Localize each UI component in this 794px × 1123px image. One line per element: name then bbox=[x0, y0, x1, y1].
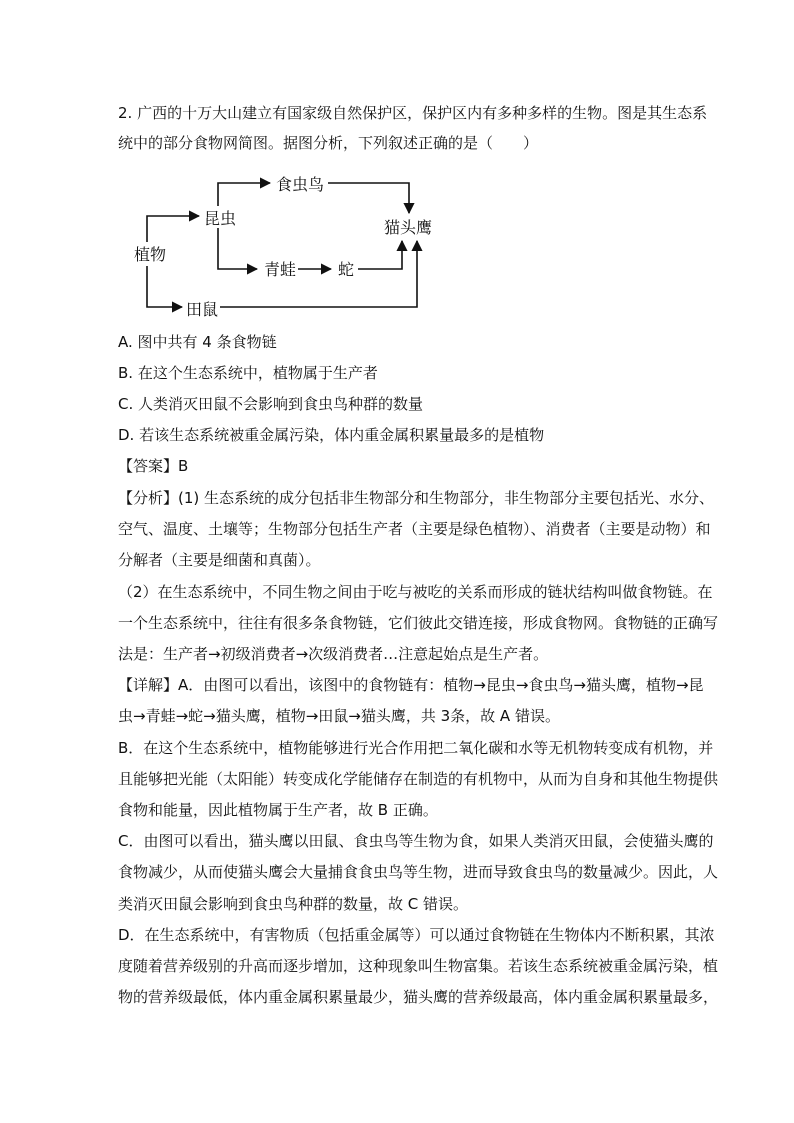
node-insect: 昆虫 bbox=[204, 209, 237, 228]
node-owl: 猫头鹰 bbox=[384, 218, 433, 237]
node-mouse: 田鼠 bbox=[186, 300, 219, 319]
option-d: D. 若该生态系统被重金属污染，体内重金属积累量最多的是植物 bbox=[118, 426, 545, 444]
arrow-insect-frog bbox=[218, 228, 257, 269]
node-bird: 食虫鸟 bbox=[276, 175, 325, 194]
detail-line-3: B．在这个生态系统中，植物能够进行光合作用把二氧化碳和水等无机物转变成有机物，并 bbox=[118, 739, 714, 757]
answer-line: 【答案】B bbox=[118, 457, 189, 475]
detail-line-7: 食物减少，从而使猫头鹰会大量捕食食虫鸟等生物，进而导致食虫鸟的数量减少。因此，人 bbox=[118, 863, 719, 881]
detail-line-4: 且能够把光能（太阳能）转变成化学能储存在制造的有机物中，从而为自身和其他生物提供 bbox=[118, 770, 719, 788]
arrow-plant-insect bbox=[147, 216, 199, 242]
option-a: A. 图中共有 4 条食物链 bbox=[118, 333, 277, 351]
arrow-mouse-owl bbox=[220, 241, 417, 307]
detail-line-10: 度随着营养级别的升高而逐步增加，这种现象叫生物富集。若该生态系统被重金属污染，植 bbox=[118, 957, 719, 975]
question-line-2: 统中的部分食物网简图。据图分析，下列叙述正确的是（ ） bbox=[118, 134, 539, 152]
node-plant: 植物 bbox=[134, 245, 167, 264]
detail-line-1: 【详解】A．由图可以看出，该图中的食物链有：植物→昆虫→食虫鸟→猫头鹰，植物→昆 bbox=[118, 676, 704, 694]
food-web-diagram bbox=[118, 166, 448, 326]
node-snake: 蛇 bbox=[338, 260, 355, 279]
arrow-plant-mouse bbox=[147, 266, 182, 307]
analysis-line-4: （2）在生态系统中，不同生物之间由于吃与被吃的关系而形成的链状结构叫做食物链。在 bbox=[118, 583, 713, 601]
detail-line-2: 虫→青蛙→蛇→猫头鹰，植物→田鼠→猫头鹰，共 3条，故 A 错误。 bbox=[118, 707, 560, 725]
detail-line-5: 食物和能量，因此植物属于生产者，故 B 正确。 bbox=[118, 801, 438, 819]
arrow-insect-bird bbox=[218, 183, 270, 206]
question-line-1: 2. 广西的十万大山建立有国家级自然保护区，保护区内有多种多样的生物。图是其生态系 bbox=[118, 104, 708, 122]
option-b: B. 在这个生态系统中，植物属于生产者 bbox=[118, 364, 378, 382]
analysis-line-3: 分解者（主要是细菌和真菌）。 bbox=[118, 551, 321, 569]
detail-line-8: 类消灭田鼠会影响到食虫鸟种群的数量，故 C 错误。 bbox=[118, 895, 469, 913]
arrow-bird-owl bbox=[328, 183, 409, 213]
detail-line-9: D．在生态系统中，有害物质（包括重金属等）可以通过食物链在生物体内不断积累，其浓 bbox=[118, 926, 715, 944]
detail-line-11: 物的营养级最低，体内重金属积累量最少，猫头鹰的营养级最高，体内重金属积累量最多， bbox=[118, 988, 719, 1006]
analysis-line-2: 空气、温度、土壤等；生物部分包括生产者（主要是绿色植物）、消费者（主要是动物）和 bbox=[118, 520, 711, 538]
analysis-line-5: 一个生态系统中，往往有很多条食物链，它们彼此交错连接，形成食物网。食物链的正确写 bbox=[118, 614, 719, 632]
analysis-line-6: 法是：生产者→初级消费者→次级消费者…注意起始点是生产者。 bbox=[118, 645, 549, 663]
analysis-line-1: 【分析】(1) 生态系统的成分包括非生物部分和生物部分，非生物部分主要包括光、水分、 bbox=[118, 489, 715, 507]
arrow-snake-owl bbox=[358, 241, 402, 269]
detail-line-6: C．由图可以看出，猫头鹰以田鼠、食虫鸟等生物为食，如果人类消灭田鼠，会使猫头鹰的 bbox=[118, 832, 714, 850]
option-c: C. 人类消灭田鼠不会影响到食虫鸟种群的数量 bbox=[118, 395, 424, 413]
node-frog: 青蛙 bbox=[264, 260, 297, 279]
